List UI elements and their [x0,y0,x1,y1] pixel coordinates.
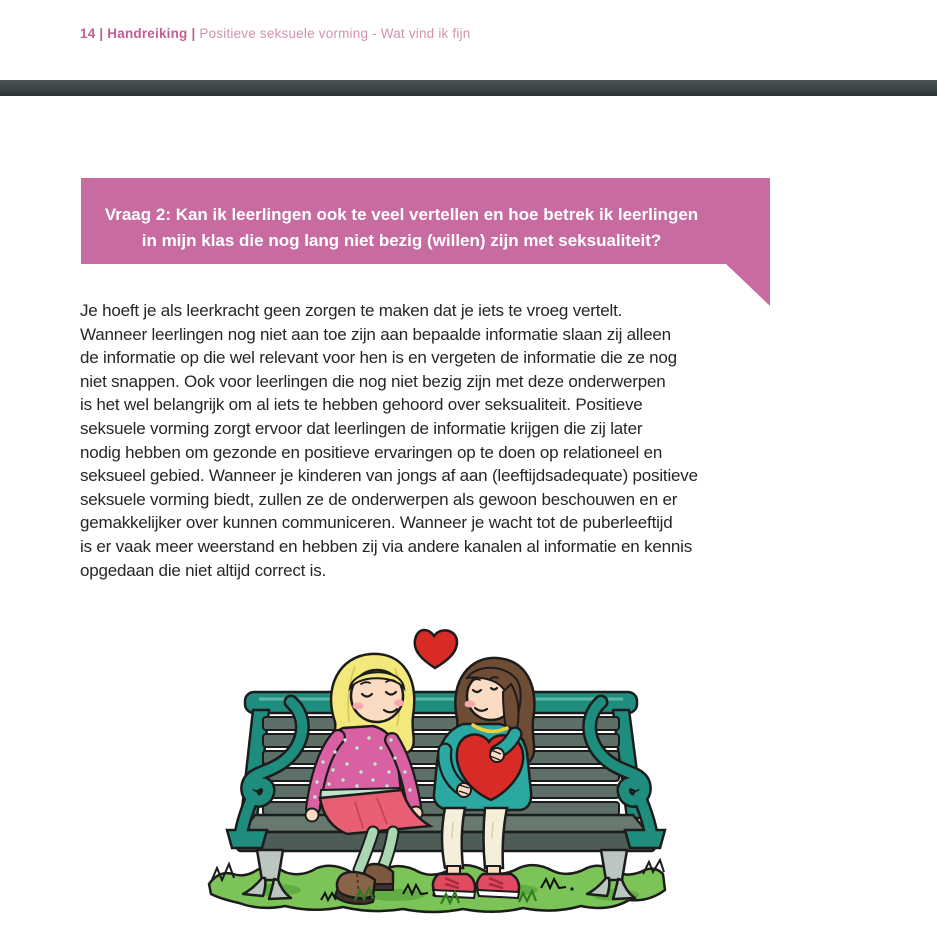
body-line: de informatie op die wel relevant voor hen is en vergeten de informatie die ze nog [80,348,677,368]
question-callout-box [81,178,770,264]
header-page-number-title: 14 | Handreiking | [80,26,196,41]
header-subtitle: Positieve seksuele vorming - Wat vind ik fijn [199,26,471,41]
body-paragraph [80,299,698,582]
running-header [80,26,471,41]
body-line: Wanneer leerlingen nog niet aan toe zijn aan bepaalde informatie slaan zij alleen [80,324,671,344]
illustration-svg [205,622,670,922]
body-line: seksuele vorming biedt, zullen ze de onderwerpen als gewoon beschouwen en er [80,489,678,509]
body-line: Je hoeft je als leerkracht geen zorgen te maken dat je iets te vroeg vertelt. [80,301,623,320]
heart-icon [415,630,457,668]
body-line: seksuele vorming zorgt ervoor dat leerlingen de informatie krijgen die zij later [80,418,643,438]
question-line-1: Vraag 2: Kan ik leerlingen ook te veel vertellen en hoe betrek ik leerlingen [104,205,699,224]
body-line: niet snappen. Ook voor leerlingen die nog niet bezig zijn met deze onderwerpen [80,371,666,391]
body-line: nodig hebben om gezonde en positieve ervaringen op te doen op relationeel en [80,442,663,462]
body-line: is er vaak meer weerstand en hebben zij via andere kanalen al informatie en kennis [80,536,693,556]
body-line: is het wel belangrijk om al iets te hebben gehoord over seksualiteit. Positieve [80,395,643,415]
top-divider-bar [0,80,937,96]
body-line: seksueel gebied. Wanneer je kinderen van jongs af aan (leeftijdsadequate) positieve [80,466,698,486]
question-box-tail [725,263,770,306]
body-line: opgedaan die niet altijd correct is. [80,560,327,580]
question-line-2: in mijn klas die nog lang niet bezig (willen) zijn met seksualiteit? [141,231,662,250]
illustration-girls-on-bench [205,622,670,922]
body-line: gemakkelijker over kunnen communiceren. Wanneer je wacht tot de puberleeftijd [80,513,673,533]
